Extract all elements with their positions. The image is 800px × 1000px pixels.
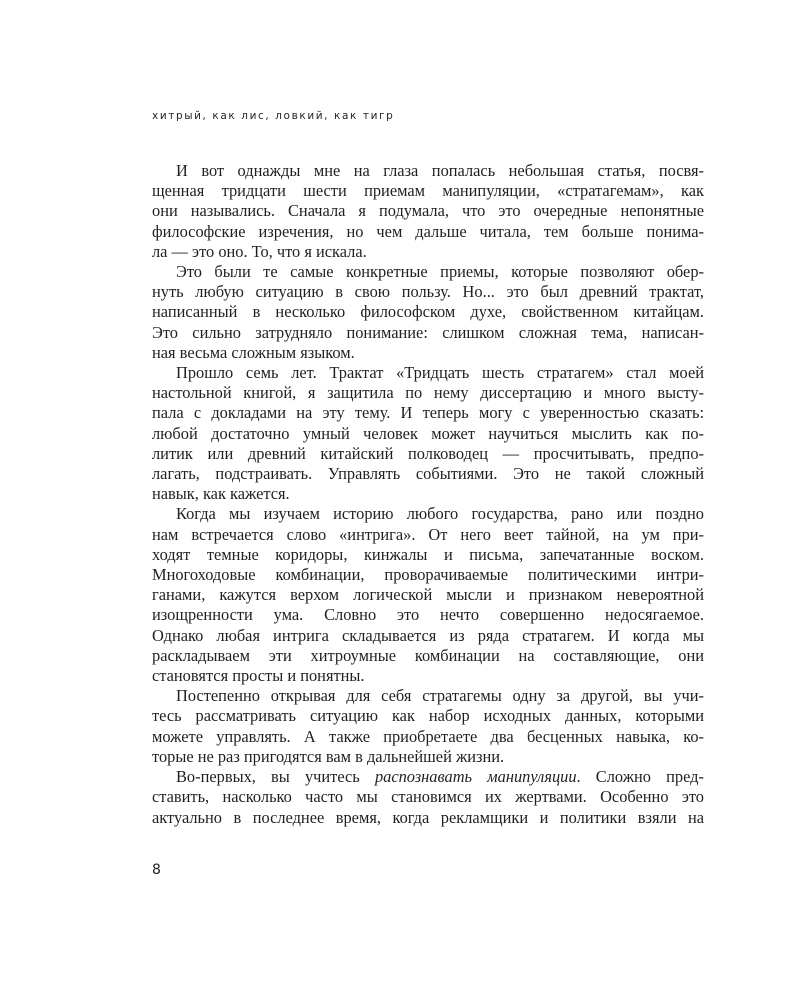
text-line: актуально в последнее время, когда рекламщики и политики взяли на	[152, 807, 704, 827]
text-line: ная весьма сложным языком.	[152, 342, 355, 362]
running-head: хитрый, как лис, ловкий, как тигр	[152, 110, 395, 122]
text-line: Прошло семь лет. Трактат «Тридцать шесть стратагем» стал моей	[176, 363, 704, 383]
paragraph	[152, 262, 704, 363]
paragraph	[152, 504, 704, 686]
text-line: написанный в несколько философском духе, свойственном китайцам.	[152, 302, 704, 322]
text-line: Когда мы изучаем историю любого государства, рано или поздно	[176, 504, 704, 524]
text-line: торые не раз пригодятся вам в дальнейшей жизни.	[152, 746, 505, 766]
text-line: пала с докладами на эту тему. И теперь могу с уверенностью сказать:	[152, 403, 704, 423]
text-line: нуть любую ситуацию в свою пользу. Но... это был древний трактат,	[152, 282, 704, 302]
text-line: они назывались. Сначала я подумала, что это очередные непонятные	[152, 201, 704, 221]
page-number: 8	[152, 862, 161, 878]
text-line: философские изречения, но чем дальше читала, тем больше понима-	[152, 221, 704, 241]
text-line: становятся просты и понятны.	[152, 666, 365, 686]
text-line: Это сильно затрудняло понимание: слишком сложная тема, написан-	[152, 322, 704, 342]
text-line: тесь рассматривать ситуацию как набор исходных данных, которыми	[152, 706, 704, 726]
text-line	[152, 767, 704, 787]
text-line: литик или древний китайский полководец — просчитывать, предпо-	[152, 443, 704, 463]
emphasis-text: распознавать манипуляции	[374, 767, 577, 787]
text-fragment: Во-первых, вы учитесь	[176, 767, 375, 787]
paragraph	[152, 161, 704, 262]
text-line: ставить, насколько часто мы становимся их жертвами. Особенно это	[152, 787, 704, 807]
text-line: любой достаточно умный человек может научиться мыслить как по-	[152, 423, 704, 443]
paragraph	[152, 363, 704, 504]
text-line: щенная тридцати шести приемам манипуляции, «стратагемам», как	[152, 181, 704, 201]
paragraph	[152, 686, 704, 767]
text-line: можете управлять. А также приобретаете два бесценных навыка, ко-	[152, 726, 704, 746]
text-line: изощренности ума. Словно это нечто совершенно недосягаемое.	[152, 605, 704, 625]
text-line: ганами, кажутся верхом логической мысли и признаком невероятной	[152, 585, 704, 605]
text-fragment: . Сложно пред-	[576, 767, 704, 787]
text-line: Постепенно открывая для себя стратагемы одну за другой, вы учи-	[176, 686, 704, 706]
text-line: нам встречается слово «интрига». От него веет тайной, на ум при-	[152, 524, 704, 544]
text-line: ла — это оно. То, что я искала.	[152, 241, 367, 261]
text-line: И вот однажды мне на глаза попалась небольшая статья, посвя-	[176, 161, 704, 180]
text-line: навык, как кажется.	[152, 484, 290, 504]
body-text	[152, 161, 704, 828]
text-line: раскладываем эти хитроумные комбинации на составляющие, они	[152, 645, 704, 665]
text-line: Многоходовые комбинации, проворачиваемые политическими интри-	[152, 565, 704, 585]
text-line: лагать, подстраивать. Управлять событиями. Это не такой сложный	[152, 464, 704, 484]
text-line: Это были те самые конкретные приемы, которые позволяют обер-	[176, 262, 704, 282]
paragraph	[152, 767, 704, 828]
text-line: ходят темные коридоры, кинжалы и письма, запечатанные воском.	[152, 544, 704, 564]
text-line: настольной книгой, я защитила по нему диссертацию и много высту-	[152, 383, 704, 403]
text-line: Однако любая интрига складывается из ряда стратагем. И когда мы	[152, 625, 704, 645]
